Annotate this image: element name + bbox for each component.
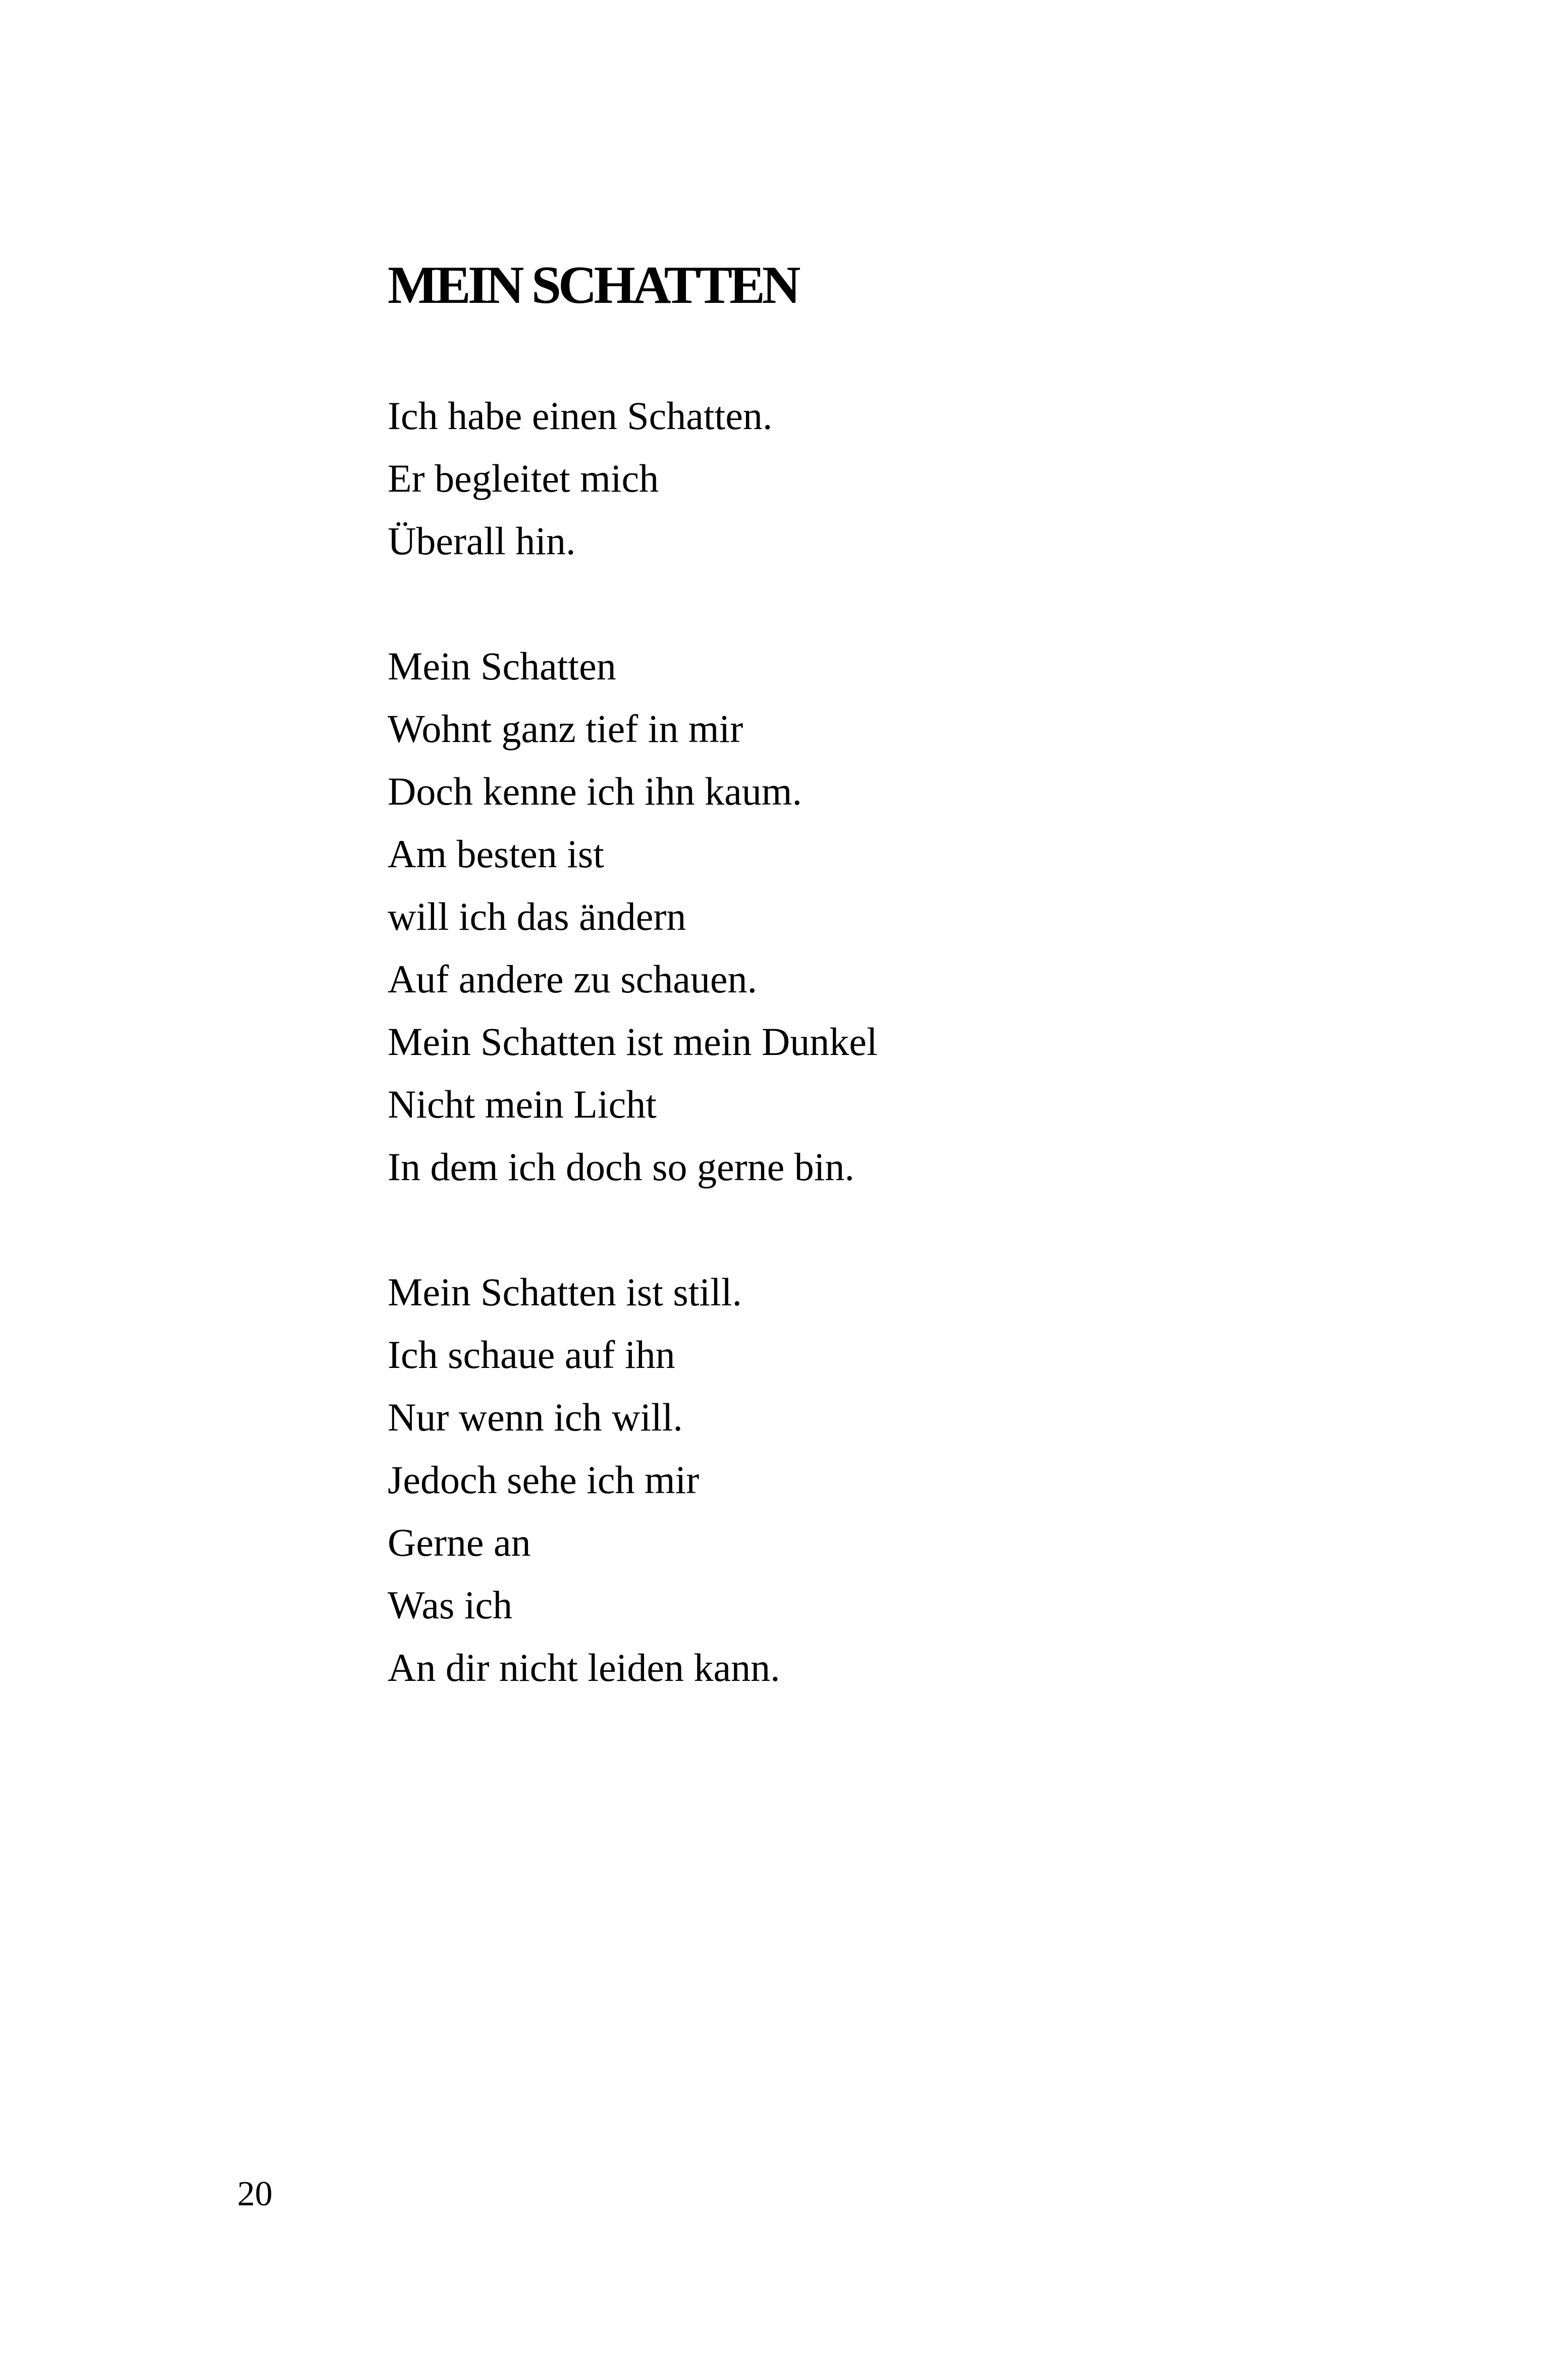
verse-line: Doch kenne ich ihn kaum. — [388, 769, 802, 813]
verse-line: An dir nicht leiden kann. — [388, 1646, 780, 1689]
verse-line: In dem ich doch so gerne bin. — [388, 1145, 855, 1189]
verse-line: Am besten ist — [388, 832, 604, 876]
stanza-2 — [388, 635, 1448, 1198]
verse-line: will ich das ändern — [388, 894, 686, 938]
verse-line: Mein Schatten — [388, 644, 616, 688]
verse-line: Mein Schatten ist still. — [388, 1270, 742, 1314]
verse-line: Was ich — [388, 1583, 513, 1627]
verse-line: Ich habe einen Schatten. — [388, 394, 773, 438]
verse-line: Ich schaue auf ihn — [388, 1333, 675, 1377]
poem-body — [388, 385, 1448, 1699]
verse-line: Jedoch sehe ich mir — [388, 1458, 700, 1502]
stanza-1 — [388, 385, 1448, 572]
verse-line: Er begleitet mich — [388, 456, 659, 500]
page-number: 20 — [237, 2175, 273, 2213]
verse-line: Mein Schatten ist mein Dunkel — [388, 1020, 878, 1064]
verse-line: Wohnt ganz tief in mir — [388, 707, 743, 751]
poem-title: MEIN SCHATTEN — [388, 255, 798, 314]
verse-line: Überall hin. — [388, 519, 576, 563]
verse-line: Nur wenn ich will. — [388, 1395, 683, 1439]
verse-line: Nicht mein Licht — [388, 1082, 657, 1126]
verse-line: Auf andere zu schauen. — [388, 957, 757, 1001]
stanza-3 — [388, 1261, 1448, 1699]
verse-line: Gerne an — [388, 1520, 531, 1564]
